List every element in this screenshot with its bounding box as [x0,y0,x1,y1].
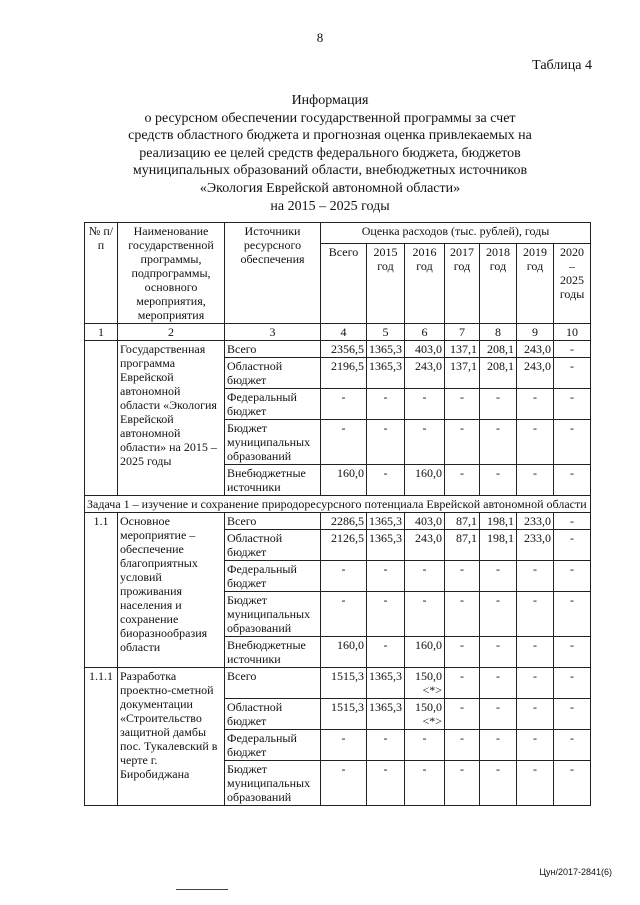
amount-cell: - [554,530,591,561]
amount-cell: - [517,699,554,730]
table-row [85,513,591,530]
page-number: 8 [316,30,324,45]
amount-cell: - [445,561,480,592]
amount-cell: - [480,389,517,420]
heading-line: на 2015 – 2025 годы [270,198,390,214]
amount-cell: - [321,592,367,637]
amount-cell: - [321,730,367,761]
amount-cell: 1515,3 [321,699,367,730]
amount-cell: 198,1 [480,530,517,561]
funding-source: Федеральный бюджет [225,389,321,420]
funding-source: Всего [225,513,321,530]
amount-cell: - [554,699,591,730]
row-number [85,341,118,496]
amount-cell: - [480,668,517,699]
funding-source: Областной бюджет [225,358,321,389]
amount-cell: - [517,389,554,420]
signature-line [176,889,228,890]
funding-source: Бюджет муниципальных образований [225,592,321,637]
amount-cell: - [554,592,591,637]
funding-source: Всего [225,668,321,699]
amount-cell: 87,1 [445,513,480,530]
header-2015: 2015 год [367,244,405,324]
funding-source: Областной бюджет [225,699,321,730]
amount-cell: 233,0 [517,530,554,561]
amount-cell: 1365,3 [367,341,405,358]
table-row [85,668,591,699]
amount-cell: - [367,561,405,592]
col-number: 9 [517,324,554,341]
amount-cell: 1365,3 [367,513,405,530]
amount-cell: - [445,699,480,730]
amount-cell: 137,1 [445,341,480,358]
resource-table [84,222,591,806]
amount-cell: - [367,389,405,420]
amount-cell: - [405,561,445,592]
amount-cell: - [554,513,591,530]
heading-line: муниципальных образований области, внебюджетных источников [132,163,528,179]
amount-cell: 198,1 [480,513,517,530]
amount-cell: - [367,637,405,668]
amount-cell: 150,0 <*> [405,668,445,699]
amount-cell: - [554,730,591,761]
amount-cell: - [480,761,517,806]
amount-cell: - [445,730,480,761]
amount-cell: - [554,341,591,358]
amount-cell: 208,1 [480,341,517,358]
amount-cell: 2286,5 [321,513,367,530]
amount-cell: 243,0 [517,341,554,358]
amount-cell: - [321,761,367,806]
amount-cell: - [517,761,554,806]
amount-cell: - [445,761,480,806]
task-text: Задача 1 – изучение и сохранение природоресурсного потенциала Еврейской автономной области [85,496,591,513]
amount-cell: - [367,465,405,496]
amount-cell: 160,0 [405,465,445,496]
amount-cell: - [517,420,554,465]
amount-cell: - [554,465,591,496]
amount-cell: - [405,420,445,465]
amount-cell: - [554,420,591,465]
amount-cell: 403,0 [405,341,445,358]
amount-cell: 150,0 <*> [405,699,445,730]
col-number: 2 [118,324,225,341]
row-number: 1.1 [85,513,118,668]
amount-cell: - [445,668,480,699]
funding-source: Внебюджетные источники [225,465,321,496]
amount-cell: - [554,561,591,592]
heading-line: реализацию ее целей средств федерального бюджета, бюджетов [139,145,521,161]
funding-source: Областной бюджет [225,530,321,561]
funding-source: Всего [225,341,321,358]
amount-cell: - [367,730,405,761]
header-2019: 2019 год [517,244,554,324]
program-name: Разработка проектно-сметной документации «Строительство защитной дамбы пос. Тукалевский в черте г. Биробиджана [118,668,225,806]
amount-cell: - [405,592,445,637]
header-2018: 2018 год [480,244,517,324]
program-name: Государственная программа Еврейской автономной области «Экология Еврейской автономной области» на 2015 – 2025 годы [118,341,225,496]
amount-cell: 243,0 [405,358,445,389]
heading-line: «Экология Еврейской автономной области» [199,180,461,196]
amount-cell: 1365,3 [367,530,405,561]
col-number: 7 [445,324,480,341]
amount-cell: - [517,592,554,637]
amount-cell: - [321,561,367,592]
amount-cell: 1515,3 [321,668,367,699]
heading-line: Информация [291,93,369,108]
header-estimate: Оценка расходов (тыс. рублей), годы [321,223,591,244]
amount-cell: - [554,637,591,668]
col-number: 6 [405,324,445,341]
funding-source: Федеральный бюджет [225,561,321,592]
funding-source: Бюджет муниципальных образований [225,761,321,806]
amount-cell: - [480,730,517,761]
amount-cell: 1365,3 [367,358,405,389]
amount-cell: - [445,389,480,420]
amount-cell: - [405,761,445,806]
amount-cell: - [517,561,554,592]
col-number: 10 [554,324,591,341]
amount-cell: - [321,389,367,420]
amount-cell: - [445,420,480,465]
amount-cell: - [554,668,591,699]
column-number-row [85,324,591,341]
amount-cell: 243,0 [405,530,445,561]
amount-cell: 160,0 [405,637,445,668]
amount-cell: - [480,637,517,668]
amount-cell: - [367,761,405,806]
heading-line: о ресурсном обеспечении государственной программы за счет [144,110,516,126]
amount-cell: - [480,699,517,730]
amount-cell: - [554,389,591,420]
amount-cell: 233,0 [517,513,554,530]
funding-source: Внебюджетные источники [225,637,321,668]
amount-cell: 160,0 [321,465,367,496]
header-source: Источники ресурсного обеспечения [225,223,321,324]
funding-source: Федеральный бюджет [225,730,321,761]
table-header-row [85,223,591,244]
amount-cell: - [517,668,554,699]
header-2020-2025: 2020 – 2025 годы [554,244,591,324]
col-number: 3 [225,324,321,341]
table-row [85,341,591,358]
document-heading [70,92,590,215]
program-name: Основное мероприятие – обеспечение благоприятных условий проживания населения и сохранение биоразнообразия области [118,513,225,668]
header-2017: 2017 год [445,244,480,324]
amount-cell: - [445,637,480,668]
amount-cell: 2196,5 [321,358,367,389]
amount-cell: 243,0 [517,358,554,389]
amount-cell: 160,0 [321,637,367,668]
amount-cell: 2356,5 [321,341,367,358]
amount-cell: - [554,761,591,806]
amount-cell: 137,1 [445,358,480,389]
header-name: Наименование государственной программы, подпрограммы, основного мероприятия, мероприятия [118,223,225,324]
amount-cell: - [480,465,517,496]
header-num: № п/п [85,223,118,324]
amount-cell: - [480,592,517,637]
amount-cell: - [405,389,445,420]
amount-cell: - [367,592,405,637]
amount-cell: - [445,592,480,637]
task-row [85,496,591,513]
amount-cell: 1365,3 [367,699,405,730]
col-number: 1 [85,324,118,341]
amount-cell: - [367,420,405,465]
col-number: 4 [321,324,367,341]
document-code: Цун/2017-2841(6) [539,867,612,877]
funding-source: Бюджет муниципальных образований [225,420,321,465]
header-2016: 2016 год [405,244,445,324]
row-number: 1.1.1 [85,668,118,806]
amount-cell: 87,1 [445,530,480,561]
amount-cell: - [517,730,554,761]
amount-cell: - [445,465,480,496]
amount-cell: 1365,3 [367,668,405,699]
amount-cell: - [480,420,517,465]
amount-cell: - [517,637,554,668]
amount-cell: - [405,730,445,761]
amount-cell: 2126,5 [321,530,367,561]
table-label: Таблица 4 [532,58,592,73]
col-number: 5 [367,324,405,341]
header-total: Всего [321,244,367,324]
amount-cell: 208,1 [480,358,517,389]
amount-cell: 403,0 [405,513,445,530]
heading-line: средств областного бюджета и прогнозная оценка привлекаемых на [128,128,532,144]
amount-cell: - [554,358,591,389]
amount-cell: - [321,420,367,465]
amount-cell: - [480,561,517,592]
col-number: 8 [480,324,517,341]
amount-cell: - [517,465,554,496]
